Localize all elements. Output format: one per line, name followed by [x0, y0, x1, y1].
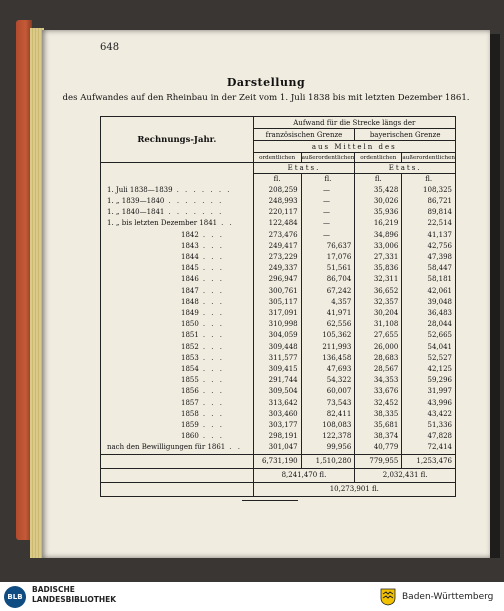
year-cell [101, 308, 254, 319]
value-cell-fo: 273,229 [253, 252, 301, 263]
year-label: 1848 [181, 297, 199, 306]
value-cell-fe: 82,411 [301, 409, 355, 420]
value-cell-be: 22,514 [402, 218, 456, 229]
value-cell-fe: 122,378 [301, 431, 355, 442]
value-cell-bo: 33,676 [355, 386, 402, 397]
leader-dots: . . . [202, 353, 224, 362]
year-label: 1860 [181, 432, 199, 441]
value-cell-bo: 38,335 [355, 409, 402, 420]
value-cell-fe: 211,993 [301, 342, 355, 353]
year-label: 1846 [181, 275, 199, 284]
value-cell-bo: 34,896 [355, 230, 402, 241]
value-cell-be: 43,996 [402, 398, 456, 409]
value-cell-be: 72,414 [402, 442, 456, 454]
table-row [101, 431, 456, 442]
table-row [101, 420, 456, 431]
value-cell-fo: 303,460 [253, 409, 301, 420]
leader-dots: . . . [202, 297, 224, 306]
leader-dots: . . [221, 219, 234, 228]
value-cell-be: 58,447 [402, 263, 456, 274]
book-page [42, 30, 490, 558]
leader-dots: . . . [202, 286, 224, 295]
year-label: 1842 [181, 230, 199, 239]
value-cell-be: 47,398 [402, 252, 456, 263]
unit-label: fl. [301, 173, 355, 185]
value-cell-fe: 136,458 [301, 353, 355, 364]
value-cell-fe: 41,971 [301, 308, 355, 319]
value-cell-be: 28,044 [402, 319, 456, 330]
table-row [101, 185, 456, 196]
value-cell-bo: 26,000 [355, 342, 402, 353]
year-label: 1854 [181, 364, 199, 373]
value-cell-bo: 35,681 [355, 420, 402, 431]
value-cell-bo: 36,652 [355, 286, 402, 297]
leader-dots: . . . [202, 420, 224, 429]
leader-dots: . . . . . . . [168, 208, 224, 217]
table-body [101, 185, 456, 454]
library-name-line2: LANDESBIBLIOTHEK [32, 595, 117, 604]
year-label: 1844 [181, 252, 199, 261]
subtotal-french: 8,241,470 fl. [253, 468, 355, 482]
leader-dots: . . . [202, 252, 224, 261]
value-cell-bo: 40,779 [355, 442, 402, 454]
table-row [101, 196, 456, 207]
table-row [101, 241, 456, 252]
year-label: 1845 [181, 264, 199, 273]
value-cell-bo: 34,353 [355, 375, 402, 386]
library-name-line1: BADISCHE [32, 585, 75, 594]
value-cell-fe: — [301, 230, 355, 241]
group-header: Aufwand für die Strecke längs der [253, 117, 455, 129]
value-cell-fo: 313,642 [253, 398, 301, 409]
value-cell-fo: 249,337 [253, 263, 301, 274]
grand-total: 10,273,901 fl. [253, 482, 455, 496]
year-cell [101, 431, 254, 442]
value-cell-fe: 86,704 [301, 274, 355, 285]
year-cell [101, 420, 254, 431]
value-cell-fe: 105,362 [301, 330, 355, 341]
page-title: Darstellung [226, 76, 306, 89]
value-cell-fe: — [301, 218, 355, 229]
table-row [101, 442, 456, 454]
value-cell-be: 43,422 [402, 409, 456, 420]
table-row [101, 230, 456, 241]
unit-label: fl. [402, 173, 456, 185]
value-cell-be: 59,296 [402, 375, 456, 386]
value-cell-fe: — [301, 207, 355, 218]
value-cell-bo: 32,357 [355, 297, 402, 308]
value-cell-bo: 27,655 [355, 330, 402, 341]
value-cell-bo: 28,567 [355, 364, 402, 375]
value-cell-bo: 35,936 [355, 207, 402, 218]
year-label: 1843 [181, 241, 199, 250]
baden-wuerttemberg-crest-icon [380, 588, 396, 606]
french-extraordinary-header: außerordentlichen [301, 154, 355, 161]
leader-dots: . . . [202, 275, 224, 284]
year-label: 1851 [181, 331, 199, 340]
year-label: 1847 [181, 286, 199, 295]
value-cell-bo: 30,026 [355, 196, 402, 207]
value-cell-bo: 30,204 [355, 308, 402, 319]
value-cell-fo: 298,191 [253, 431, 301, 442]
value-cell-fo: 122,484 [253, 218, 301, 229]
year-cell [101, 319, 254, 330]
year-label: 1853 [181, 353, 199, 362]
year-label: 1. Juli 1838—1839 [107, 185, 173, 194]
table-row [101, 386, 456, 397]
total-bavarian-ordinary: 779,955 [355, 454, 402, 468]
year-cell [101, 442, 254, 454]
year-label: 1849 [181, 308, 199, 317]
year-label: 1. „ 1840—1841 [107, 208, 165, 217]
leader-dots: . . . [202, 376, 224, 385]
value-cell-be: 47,828 [402, 431, 456, 442]
value-cell-fo: 249,417 [253, 241, 301, 252]
leader-dots: . . . [202, 409, 224, 418]
leader-dots: . . . [202, 331, 224, 340]
year-cell [101, 252, 254, 263]
value-cell-be: 52,665 [402, 330, 456, 341]
year-cell [101, 353, 254, 364]
value-cell-fe: — [301, 196, 355, 207]
library-name [32, 585, 116, 605]
table-row [101, 207, 456, 218]
year-cell [101, 263, 254, 274]
unit-label: fl. [355, 173, 402, 185]
year-label: nach den Bewilligungen für 1861 [107, 443, 226, 452]
value-cell-fo: 300,761 [253, 286, 301, 297]
year-label: 1858 [181, 409, 199, 418]
leader-dots: . . . [202, 320, 224, 329]
french-border-header: französischen Grenze [253, 129, 355, 141]
year-cell [101, 286, 254, 297]
value-cell-fo: 309,448 [253, 342, 301, 353]
value-cell-fo: 311,577 [253, 353, 301, 364]
total-french-extraordinary: 1,510,280 [301, 454, 355, 468]
table-row [101, 218, 456, 229]
leader-dots: . . . . . . . [168, 196, 224, 205]
value-cell-fe: — [301, 185, 355, 196]
value-cell-fo: 304,059 [253, 330, 301, 341]
year-cell [101, 185, 254, 196]
table-row [101, 330, 456, 341]
year-cell [101, 364, 254, 375]
value-cell-fo: 301,047 [253, 442, 301, 454]
leader-dots: . . . [202, 432, 224, 441]
leader-dots: . . . [202, 241, 224, 250]
means-header: aus Mitteln des [253, 141, 455, 153]
value-cell-fe: 54,322 [301, 375, 355, 386]
total-french-ordinary: 6,731,190 [253, 454, 301, 468]
year-label: 1850 [181, 320, 199, 329]
year-cell [101, 241, 254, 252]
value-cell-be: 42,061 [402, 286, 456, 297]
value-cell-bo: 31,108 [355, 319, 402, 330]
table-row [101, 364, 456, 375]
value-cell-be: 31,997 [402, 386, 456, 397]
value-cell-fo: 291,744 [253, 375, 301, 386]
table-row [101, 308, 456, 319]
year-cell [101, 386, 254, 397]
table-row [101, 252, 456, 263]
value-cell-fe: 51,561 [301, 263, 355, 274]
value-cell-bo: 32,311 [355, 274, 402, 285]
value-cell-fo: 309,504 [253, 386, 301, 397]
value-cell-bo: 38,374 [355, 431, 402, 442]
subtotal-bavarian: 2,032,431 fl. [355, 468, 456, 482]
value-cell-fe: 73,543 [301, 398, 355, 409]
year-label: 1855 [181, 376, 199, 385]
value-cell-fe: 4,357 [301, 297, 355, 308]
year-cell [101, 297, 254, 308]
value-cell-be: 86,721 [402, 196, 456, 207]
table-row [101, 353, 456, 364]
table-row [101, 319, 456, 330]
leader-dots: . . . [202, 308, 224, 317]
value-cell-bo: 28,683 [355, 353, 402, 364]
table-row [101, 398, 456, 409]
year-label: 1. „ bis letzten Dezember 1841 [107, 219, 218, 228]
year-cell [101, 342, 254, 353]
value-cell-fe: 67,242 [301, 286, 355, 297]
value-cell-bo: 33,006 [355, 241, 402, 252]
french-etats-label: Etats. [253, 163, 355, 174]
unit-label: fl. [253, 173, 301, 185]
total-bavarian-extraordinary: 1,253,476 [402, 454, 456, 468]
french-ordinary-header: ordentlichen [253, 153, 301, 163]
value-cell-fo: 317,091 [253, 308, 301, 319]
state-name: Baden-Württemberg [402, 592, 494, 602]
year-cell [101, 230, 254, 241]
value-cell-be: 39,048 [402, 297, 456, 308]
page-subtitle: des Aufwandes auf den Rheinbau in der Zeit vom 1. Juli 1838 bis mit letzten Dezember 1861. [62, 93, 470, 103]
table-row [101, 409, 456, 420]
year-cell [101, 330, 254, 341]
blb-logo-icon: BLB [4, 586, 26, 608]
value-cell-be: 42,756 [402, 241, 456, 252]
value-cell-be: 54,041 [402, 342, 456, 353]
leader-dots: . . . [202, 264, 224, 273]
value-cell-be: 51,336 [402, 420, 456, 431]
leader-dots: . . . [202, 230, 224, 239]
year-header: Rechnungs-Jahr. [101, 117, 254, 163]
bavarian-border-header: bayerischen Grenze [355, 129, 456, 141]
value-cell-fo: 310,998 [253, 319, 301, 330]
leader-dots: . . . . . . . [176, 185, 232, 194]
leader-dots: . . [229, 443, 242, 452]
value-cell-fo: 296,947 [253, 274, 301, 285]
value-cell-bo: 35,428 [355, 185, 402, 196]
year-cell [101, 398, 254, 409]
value-cell-be: 42,125 [402, 364, 456, 375]
value-cell-be: 58,181 [402, 274, 456, 285]
bavarian-extraordinary-header: außerordentlichen [402, 154, 455, 161]
leader-dots: . . . [202, 398, 224, 407]
year-cell [101, 196, 254, 207]
leader-dots: . . . [202, 364, 224, 373]
table-row [101, 375, 456, 386]
value-cell-fo: 220,117 [253, 207, 301, 218]
year-label: 1852 [181, 342, 199, 351]
value-cell-fe: 99,956 [301, 442, 355, 454]
value-cell-fe: 62,556 [301, 319, 355, 330]
end-rule [242, 500, 298, 501]
year-label: 1856 [181, 387, 199, 396]
value-cell-be: 108,325 [402, 185, 456, 196]
table-row [101, 342, 456, 353]
table-row [101, 286, 456, 297]
value-cell-be: 89,814 [402, 207, 456, 218]
value-cell-fe: 47,693 [301, 364, 355, 375]
year-label: 1857 [181, 398, 199, 407]
page-number: 648 [100, 42, 120, 53]
value-cell-fo: 305,117 [253, 297, 301, 308]
value-cell-fe: 60,007 [301, 386, 355, 397]
value-cell-bo: 32,452 [355, 398, 402, 409]
expenditure-table [100, 116, 456, 497]
value-cell-fo: 208,259 [253, 185, 301, 196]
value-cell-fo: 248,993 [253, 196, 301, 207]
value-cell-bo: 16,219 [355, 218, 402, 229]
value-cell-be: 41,137 [402, 230, 456, 241]
leader-dots: . . . [202, 387, 224, 396]
value-cell-fe: 17,076 [301, 252, 355, 263]
bavarian-etats-label: Etats. [355, 163, 456, 174]
year-cell [101, 375, 254, 386]
year-cell [101, 207, 254, 218]
value-cell-bo: 27,331 [355, 252, 402, 263]
table-row [101, 297, 456, 308]
year-label: 1859 [181, 420, 199, 429]
bavarian-ordinary-header: ordentlichen [355, 153, 402, 163]
value-cell-fe: 108,083 [301, 420, 355, 431]
value-cell-fo: 309,415 [253, 364, 301, 375]
table-row [101, 263, 456, 274]
year-cell [101, 218, 254, 229]
value-cell-be: 36,483 [402, 308, 456, 319]
year-label: 1. „ 1839—1840 [107, 196, 165, 205]
year-cell [101, 409, 254, 420]
value-cell-fe: 76,637 [301, 241, 355, 252]
value-cell-bo: 35,836 [355, 263, 402, 274]
year-cell [101, 274, 254, 285]
value-cell-be: 52,527 [402, 353, 456, 364]
leader-dots: . . . [202, 342, 224, 351]
value-cell-fo: 273,476 [253, 230, 301, 241]
value-cell-fo: 303,177 [253, 420, 301, 431]
table-row [101, 274, 456, 285]
